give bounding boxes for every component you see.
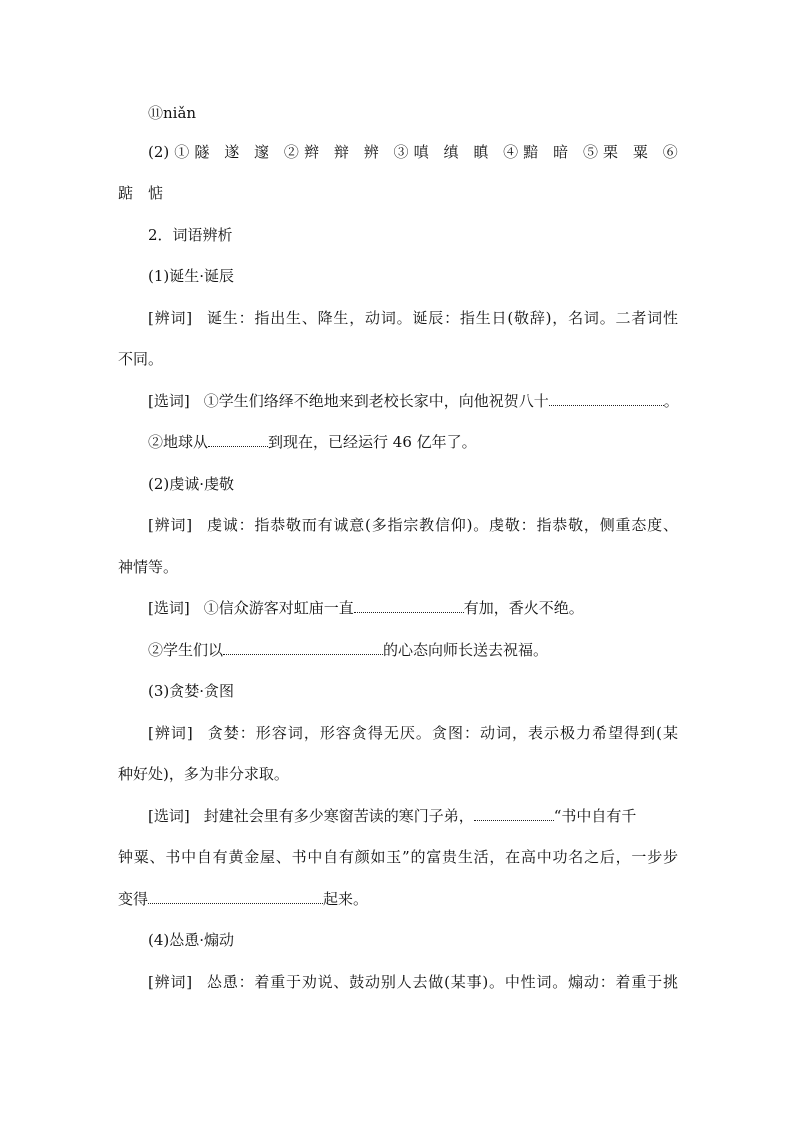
homophone-word: ⑤栗 (582, 143, 624, 161)
word-pair-heading: (1)诞生·诞辰 (148, 267, 235, 285)
homophone-word: ⑥ (662, 143, 678, 161)
homophone-word: ③嗔 (393, 143, 434, 161)
definition-paragraph (148, 972, 678, 992)
section-heading: 2．词语辨析 (148, 226, 233, 244)
homophone-word: 邃 (254, 143, 275, 161)
answer-blank[interactable] (223, 640, 383, 655)
exercise-tag: [选词] (148, 807, 190, 825)
definition-continued: 不同。 (118, 350, 164, 368)
pinyin-answer-11: ⑪niǎn (148, 104, 197, 122)
exercise-tag: [选词] (148, 599, 190, 617)
homophone-word: 隧 (194, 143, 215, 161)
definition-text: 贪婪：形容词，形容贪得无厌。贪图：动词，表示极力希望得到(某 (206, 724, 678, 742)
homophone-word: 辩 (333, 143, 354, 161)
definition-paragraph (148, 308, 678, 328)
exercise-text: 封建社会里有多少寒窗苦读的寒门子弟， (203, 807, 474, 825)
homophone-word: 暗 (553, 143, 574, 161)
word-pair-heading: (3)贪婪·贪图 (148, 682, 235, 700)
homophone-word: ②辫 (283, 143, 325, 161)
definition-tag: [辨词] (148, 724, 193, 742)
exercise-line (148, 640, 678, 660)
homophone-row (148, 142, 678, 162)
exercise-line (148, 432, 678, 452)
definition-continued: 种好处)，多为非分求取。 (118, 765, 289, 783)
exercise-tag: [选词] (148, 392, 190, 410)
exercise-text: “书中自有千 (553, 807, 637, 825)
definition-tag: [辨词] (148, 516, 193, 534)
homophone-word: 粟 (632, 143, 653, 161)
exercise-text: ①信众游客对虹庙一直 (203, 599, 354, 617)
exercise-line (148, 806, 678, 826)
definition-text: 怂恿：着重于劝说、鼓动别人去做(某事)。中性词。煽动：着重于挑 (206, 973, 678, 991)
exercise-text: 变得 (118, 890, 149, 908)
exercise-text: ②地球从 (148, 433, 209, 451)
homophone-word: 辨 (363, 143, 384, 161)
definition-tag: [辨词] (148, 973, 193, 991)
homophone-word: 缜 (443, 143, 464, 161)
homophone-word: 瞋 (473, 143, 494, 161)
exercise-text: ②学生们以 (148, 641, 224, 659)
exercise-text: 有加，香火不绝。 (463, 599, 584, 617)
definition-text: 虔诚：指恭敬而有诚意(多指宗教信仰)。虔敬：指恭敬，侧重态度、 (206, 516, 678, 534)
exercise-line (118, 889, 678, 909)
definition-continued: 神情等。 (118, 558, 179, 576)
exercise-line (148, 598, 678, 618)
answer-blank[interactable] (549, 391, 664, 406)
exercise-text: 到现在，已经运行 46 亿年了。 (268, 433, 477, 451)
exercise-line (148, 391, 678, 411)
word-pair-heading: (4)怂恿·煽动 (148, 931, 235, 949)
answer-blank[interactable] (474, 806, 554, 821)
definition-paragraph (148, 723, 678, 743)
exercise-text: 的心态向师长送去祝福。 (383, 641, 549, 659)
homophone-word: ④黯 (503, 143, 544, 161)
definition-paragraph (148, 515, 678, 535)
homophone-lead: (2)① (148, 143, 195, 161)
answer-blank[interactable] (148, 889, 323, 904)
homophone-word: 遂 (224, 143, 245, 161)
homophone-row-continued: 踮 惦 (118, 184, 164, 202)
answer-blank[interactable] (208, 432, 268, 447)
exercise-text: 。 (663, 392, 679, 410)
definition-tag: [辨词] (148, 309, 193, 327)
exercise-text: 起来。 (323, 890, 369, 908)
word-pair-heading: (2)虔诚·虔敬 (148, 475, 235, 493)
definition-text: 诞生：指出生、降生，动词。诞辰：指生日(敬辞)，名词。二者词性 (206, 309, 678, 327)
exercise-continued: 钟粟、书中自有黄金屋、书中自有颜如玉”的富贵生活，在高中功名之后，一步步 (118, 848, 678, 866)
exercise-text: ①学生们络绎不绝地来到老校长家中，向他祝贺八十 (203, 392, 549, 410)
answer-blank[interactable] (354, 598, 464, 613)
